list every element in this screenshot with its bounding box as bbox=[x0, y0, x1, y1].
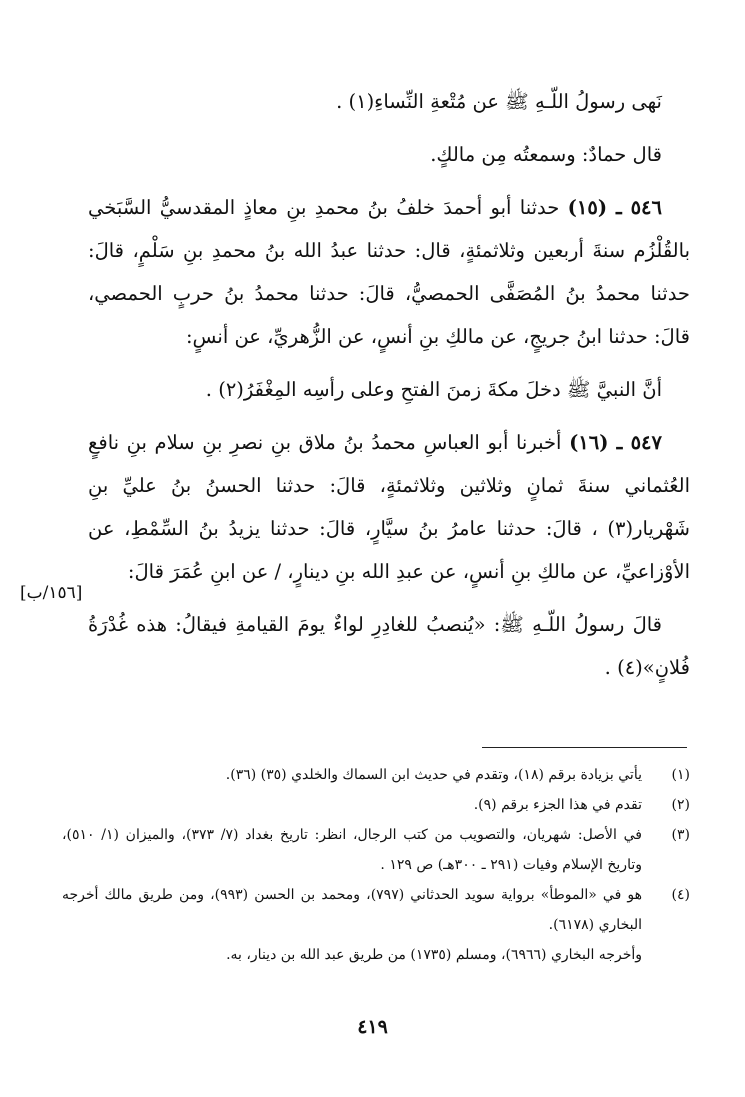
footnotes bbox=[62, 760, 690, 970]
footnote-2 bbox=[62, 790, 690, 820]
hadith-matn-546: أنَّ النبيَّ ﷺ دخلَ مكةَ زمنَ الفتحِ وعلى رأسِه المِغْفَرُ(٢) . bbox=[205, 378, 662, 401]
hadith-number-546: ٥٤٦ ـ (١٥) bbox=[567, 196, 662, 219]
hadith-matn-547: قالَ رسولُ اللّـهِ ﷺ: «يُنصبُ للغادِرِ لواءٌ يومَ القيامةِ فيقالُ: هذه غُدْرَةُ فُلانٍ»(٤) . bbox=[88, 613, 690, 679]
footnote-text: هو في «الموطأ» برواية سويد الحدثاني (٧٩٧)، ومحمد بن الحسن (٩٩٣)، ومن طريق مالك أخرجه البخاري (٦١٧٨). bbox=[62, 887, 643, 933]
hadith-547 bbox=[88, 421, 690, 593]
footnote-separator bbox=[482, 747, 687, 748]
hadith-isnad-547: أخبرنا أبو العباسِ محمدُ بنُ ملاق بنِ نصرِ بنِ سلام بنِ نافعٍ العُثماني سنةَ ثمانٍ وثلاثين وثلاثمئةٍ، قالَ: حدثنا الحسنُ بنُ عليِّ بنِ شَهْريار(٣) ، قالَ: حدثنا عامرُ بنُ سيَّارٍ، قالَ: حدثنا يزيدُ بنُ السِّمْطِ، عن الأوْزاعيِّ، عن مالكِ بنِ أنسٍ، عن عبدِ الله بنِ دينارٍ، / عن ابنِ عُمَرَ قالَ: bbox=[88, 431, 690, 583]
hadith-matn-545: نَهى رسولُ اللّـهِ ﷺ عن مُتْعةِ النِّساءِ(١) . bbox=[336, 90, 662, 113]
hadith-546 bbox=[88, 186, 690, 358]
footnote-text: تقدم في هذا الجزء برقم (٩). bbox=[473, 797, 642, 813]
footnote-4-continuation: وأخرجه البخاري (٦٩٦٦)، ومسلم (١٧٣٥) من طريق عبد الله بن دينار، به. bbox=[226, 947, 642, 963]
footnote-number: (١) bbox=[671, 767, 690, 783]
footnote-number: (٣) bbox=[671, 827, 690, 843]
footnote-4 bbox=[62, 880, 690, 940]
folio-marker: [١٥٦/ب] bbox=[20, 583, 83, 603]
hadith-number-547: ٥٤٧ ـ (١٦) bbox=[569, 431, 662, 454]
footnote-3 bbox=[62, 820, 690, 880]
footnote-1 bbox=[62, 760, 690, 790]
footnote-number: (٢) bbox=[671, 797, 690, 813]
footnote-number: (٤) bbox=[671, 887, 690, 903]
narrator-remark: قال حمادٌ: وسمعتُه مِن مالكٍ. bbox=[430, 143, 662, 166]
footnote-text: في الأصل: شهريان، والتصويب من كتب الرجال، انظر: تاريخ بغداد (٧/ ٣٧٣)، والميزان (١/ ٥١٠)، وتاريخ الإسلام وفيات (٢٩١ ـ ٣٠٠هـ) ص ١٢٩ . bbox=[62, 827, 642, 873]
footnote-text: يأتي بزيادة برقم (١٨)، وتقدم في حديث ابن السماك والخلدي (٣٥) (٣٦). bbox=[225, 767, 642, 783]
main-text bbox=[88, 80, 690, 689]
hadith-isnad-546: حدثنا أبو أحمدَ خلفُ بنُ محمدِ بنِ معاذٍ المقدسيُّ السَّبَخي بالقُلْزُم سنةَ أربعين وثلاثمئةٍ، قال: حدثنا عبدُ الله بنُ محمدِ بنِ سَلْمٍ، قالَ: حدثنا محمدُ بنُ المُصَفَّى الحمصيُّ، قالَ: حدثنا محمدُ بنُ حربٍ الحمصي، قالَ: حدثنا ابنُ جريجٍ، عن مالكِ بنِ أنسٍ، عن الزُّهريِّ، عن أنسٍ: bbox=[88, 196, 690, 348]
page-number: ٤١٩ bbox=[357, 1016, 388, 1038]
